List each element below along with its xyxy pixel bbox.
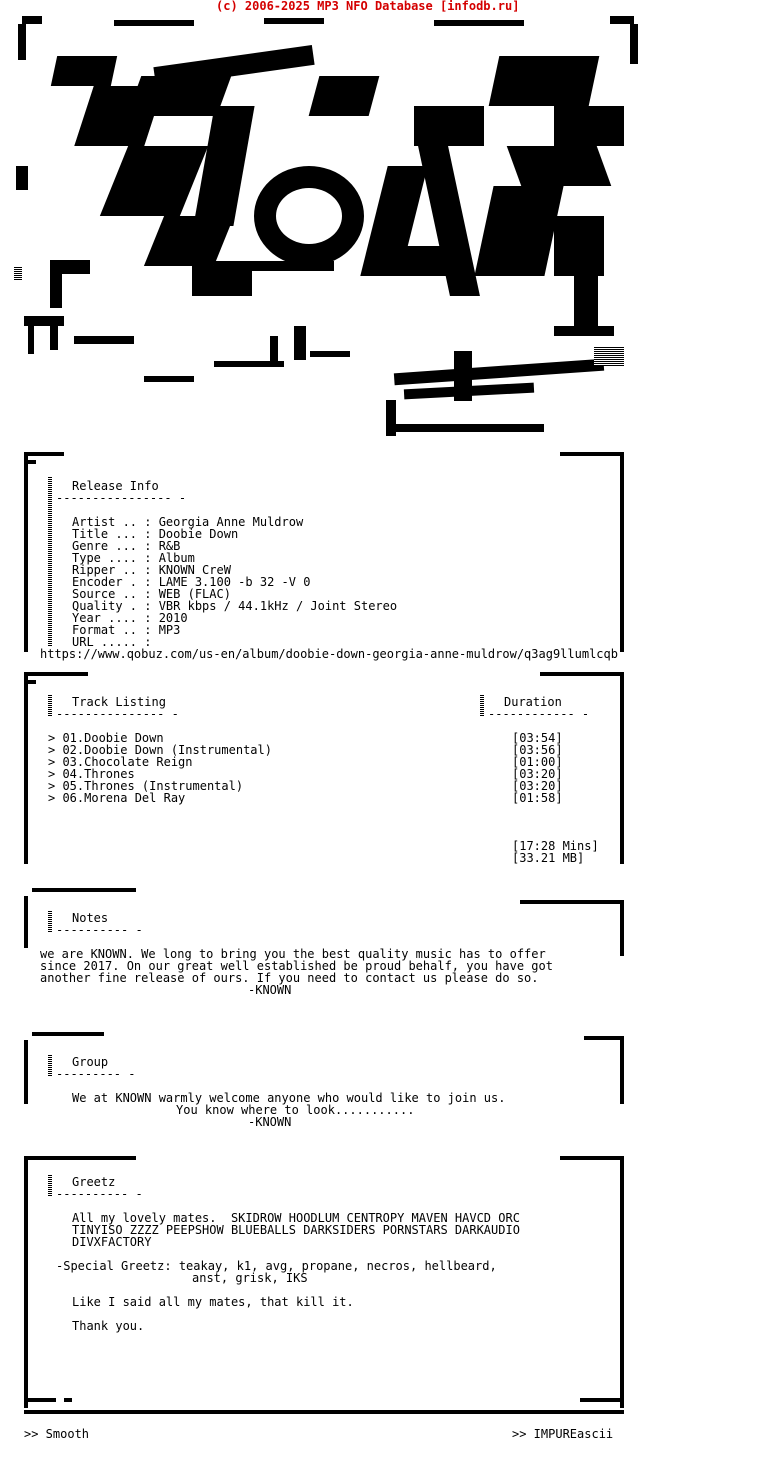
group-underline: --------- -: [56, 1067, 136, 1081]
group-line: We at KNOWN warmly welcome anyone who would like to join us.: [72, 1091, 506, 1105]
track-title: > 06.Morena Del Ray: [48, 791, 186, 805]
release-info-line: Genre ... : R&B: [72, 539, 181, 553]
total-time: [17:28 Mins]: [512, 839, 599, 853]
track-duration: [03:56]: [512, 743, 563, 757]
footer-credit-left: >> Smooth: [24, 1427, 90, 1441]
notes-underline: ---------- -: [56, 923, 143, 937]
release-info-line: Source .. : WEB (FLAC): [72, 587, 231, 601]
notes-signoff: -KNOWN: [248, 983, 292, 997]
greetz-underline: ---------- -: [56, 1187, 143, 1201]
track-title: > 03.Chocolate Reign: [48, 755, 193, 769]
special-greetz-line: anst, grisk, IKS: [192, 1271, 308, 1285]
release-info-line: Format .. : MP3: [72, 623, 181, 637]
release-info-line: Year .... : 2010: [72, 611, 188, 625]
release-info-line: Encoder . : LAME 3.100 -b 32 -V 0: [72, 575, 311, 589]
track-duration: [03:54]: [512, 731, 563, 745]
notes-line: another fine release of ours. If you need to contact us please do so.: [40, 971, 539, 985]
greetz-thanks: Thank you.: [72, 1319, 145, 1333]
release-info-line: Ripper .. : KNOWN CreW: [72, 563, 231, 577]
notes-line: we are KNOWN. We long to bring you the best quality music has to offer: [40, 947, 546, 961]
special-greetz-line: -Special Greetz: teakay, k1, avg, propane, necros, hellbeard,: [56, 1259, 497, 1273]
release-info-line: Title ... : Doobie Down: [72, 527, 239, 541]
release-info-underline: ---------------- -: [56, 491, 187, 505]
notes-heading: Notes: [72, 911, 109, 925]
release-info-line: Quality . : VBR kbps / 44.1kHz / Joint Stereo: [72, 599, 398, 613]
release-info-line: Artist .. : Georgia Anne Muldrow: [72, 515, 304, 529]
track-duration: [01:00]: [512, 755, 563, 769]
release-url-link[interactable]: https://www.qobuz.com/us-en/album/doobie-down-georgia-anne-muldrow/q3ag9llumlcqb: [40, 647, 618, 661]
footer-credit-right: >> IMPUREascii: [512, 1427, 614, 1441]
greetz-line: DIVXFACTORY: [72, 1235, 152, 1249]
track-duration: [03:20]: [512, 779, 563, 793]
track-title: > 01.Doobie Down: [48, 731, 164, 745]
track-duration: [01:58]: [512, 791, 563, 805]
greetz-line: Like I said all my mates, that kill it.: [72, 1295, 354, 1309]
group-line: You know where to look...........: [176, 1103, 415, 1117]
track-listing-heading: Track Listing: [72, 695, 166, 709]
ascii-art-logo: [14, 16, 642, 444]
logo-signature: sM: [576, 83, 591, 97]
notes-line: since 2017. On our great well established be proud behalf, you have got: [40, 959, 553, 973]
track-listing-underline: --------------- -: [56, 707, 179, 721]
track-duration: [03:20]: [512, 767, 563, 781]
track-title: > 04.Thrones: [48, 767, 135, 781]
banner-copyright: (c) 2006-2025 MP3 NFO Database [infodb.ru]: [216, 0, 520, 13]
greetz-heading: Greetz: [72, 1175, 116, 1189]
release-info-heading: Release Info: [72, 479, 159, 493]
track-title: > 05.Thrones (Instrumental): [48, 779, 244, 793]
group-signoff: -KNOWN: [248, 1115, 292, 1129]
duration-underline: ------------ -: [488, 707, 590, 721]
duration-heading: Duration: [504, 695, 562, 709]
release-info-line: URL ..... :: [72, 635, 152, 649]
total-size: [33.21 MB]: [512, 851, 585, 865]
greetz-line: TINYISO ZZZZ PEEPSHOW BLUEBALLS DARKSIDERS PORNSTARS DARKAUDIO: [72, 1223, 520, 1237]
track-title: > 02.Doobie Down (Instrumental): [48, 743, 272, 757]
group-heading: Group: [72, 1055, 109, 1069]
release-info-line: Type .... : Album: [72, 551, 195, 565]
greetz-line: All my lovely mates. SKIDROW HOODLUM CENTROPY MAVEN HAVCD ORC: [72, 1211, 520, 1225]
